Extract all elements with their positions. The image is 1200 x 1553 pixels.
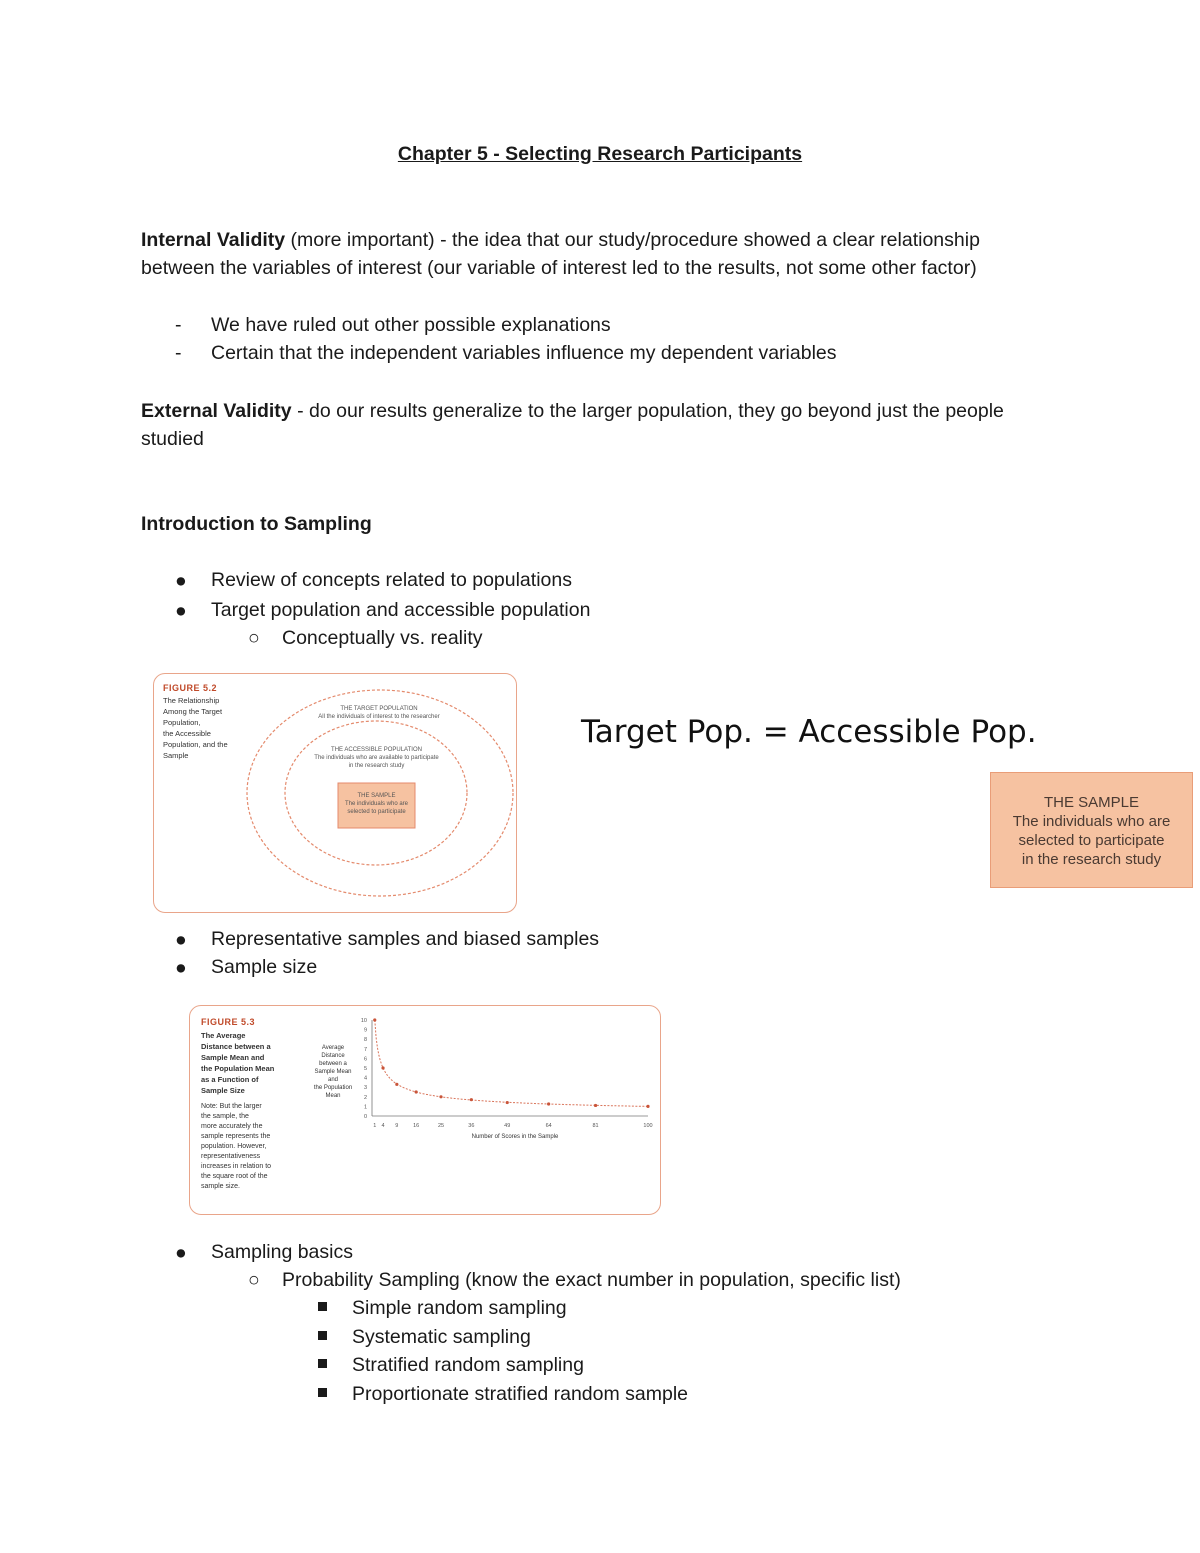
list-item: Target population and accessible population [211, 599, 591, 621]
list-item: Review of concepts related to populations [211, 569, 572, 591]
list-item: Systematic sampling [352, 1326, 531, 1348]
y-tick-label: 2 [363, 1094, 367, 1101]
x-tick-label: 1 [373, 1123, 377, 1129]
list-item: Stratified random sampling [352, 1354, 584, 1376]
sample-box-line: selected to participate [1018, 832, 1165, 849]
x-tick-label: 49 [504, 1123, 511, 1129]
dash-marker: - [175, 342, 182, 364]
chart-y-label: Average Distance between a Sample Mean and the Population Mean [313, 1045, 353, 1099]
internal-validity-term: Internal Validity [141, 229, 286, 251]
list-item: Representative samples and biased samples [211, 928, 600, 950]
dash-marker: - [175, 314, 182, 336]
list-item: Sampling basics [211, 1241, 353, 1263]
square-bullet-icon [318, 1302, 327, 1311]
square-bullet-icon [318, 1331, 327, 1340]
y-tick-label: 7 [363, 1046, 367, 1053]
y-tick-label: 6 [363, 1056, 367, 1063]
external-validity-paragraph [141, 397, 1041, 454]
list-item: Probability Sampling (know the exact number in population, specific list) [282, 1269, 901, 1291]
square-bullet-icon [318, 1388, 327, 1397]
data-point [594, 1104, 597, 1107]
x-tick-label: 25 [437, 1123, 445, 1129]
page-title: Chapter 5 - Selecting Research Participants [397, 143, 803, 165]
x-tick-label: 36 [468, 1123, 475, 1129]
circle-bullet-icon: ○ [248, 627, 260, 649]
data-point [395, 1083, 398, 1086]
figure-5-3 [189, 1005, 661, 1215]
data-point [373, 1018, 376, 1021]
data-point [415, 1090, 418, 1093]
y-tick-label: 4 [363, 1075, 367, 1082]
list-item: Certain that the independent variables influence my dependent variables [211, 342, 837, 364]
sample-box [990, 772, 1193, 888]
list-item: Proportionate stratified random sample [352, 1383, 689, 1405]
list-item: We have ruled out other possible explanations [211, 314, 611, 336]
sample-box-line: in the research study [1021, 851, 1162, 868]
x-tick-label: 100 [643, 1123, 653, 1129]
list-item: Simple random sampling [352, 1297, 567, 1319]
y-tick-label: 0 [363, 1114, 367, 1120]
equation-text: Target Pop. = Accessible Pop. [581, 714, 1037, 750]
square-bullet-icon [318, 1359, 327, 1368]
list-item: Conceptually vs. reality [282, 627, 483, 649]
sample-box-title: THE SAMPLE [1043, 794, 1140, 811]
data-point [381, 1066, 384, 1069]
bullet-dot-icon: ● [175, 1242, 187, 1264]
middle-circle-label: THE ACCESSIBLE POPULATION The individuals who are available to participate in the research study [314, 747, 439, 769]
data-point [547, 1102, 550, 1105]
figure-5-2 [153, 673, 517, 913]
bullet-dot-icon: ● [175, 570, 187, 592]
y-tick-label: 8 [363, 1037, 367, 1044]
list-item: Sample size [211, 956, 318, 978]
y-tick-label: 1 [363, 1104, 367, 1111]
inner-box-label: THE SAMPLE The individuals who are selected to participate [344, 793, 409, 815]
x-tick-label: 16 [413, 1123, 420, 1129]
y-tick-label: 3 [363, 1085, 367, 1092]
chart-x-label: Number of Scores in the Sample [471, 1134, 559, 1140]
bullet-dot-icon: ● [175, 957, 187, 979]
data-point [439, 1095, 442, 1098]
external-validity-term: External Validity [141, 400, 292, 422]
x-tick-label: 4 [381, 1123, 385, 1129]
chart-area [190, 1006, 660, 1214]
data-point [470, 1098, 473, 1101]
x-tick-label: 9 [395, 1123, 399, 1129]
figure-caption: The Relationship Among the Target Population, the Accessible Population, and the Sample [163, 696, 228, 760]
section-heading: Introduction to Sampling [141, 513, 372, 535]
x-tick-label: 81 [592, 1123, 599, 1129]
figure-label: FIGURE 5.2 [163, 683, 218, 693]
figure-caption: The Average Distance between a Sample Mean and the Population Mean as a Function of Sample Size [201, 1031, 275, 1095]
bullet-dot-icon: ● [175, 929, 187, 951]
data-point [506, 1101, 509, 1104]
external-validity-text: - do our results generalize to the larger population, they go beyond just the people studied [141, 400, 1004, 451]
outer-circle-label: THE TARGET POPULATION All the individuals of interest to the researcher [318, 706, 440, 720]
y-tick-label: 10 [360, 1018, 367, 1024]
figure-label: FIGURE 5.3 [201, 1017, 256, 1027]
sample-box-line: The individuals who are [1012, 813, 1171, 830]
y-tick-label: 9 [363, 1027, 367, 1034]
y-tick-label: 5 [363, 1066, 367, 1072]
data-point [646, 1105, 649, 1108]
bullet-dot-icon: ● [175, 600, 187, 622]
internal-validity-text: (more important) - the idea that our study/procedure showed a clear relationship between the variables of interest (our variable of interest led to the results, not some other factor) [141, 229, 980, 280]
x-tick-label: 64 [545, 1123, 552, 1129]
internal-validity-paragraph [141, 226, 1041, 283]
figure-note: Note: But the larger the sample, the more accurately the sample represents the population. However, representativeness increases in relation to the square root of the sample size. [201, 1103, 272, 1190]
circle-bullet-icon: ○ [248, 1269, 260, 1291]
